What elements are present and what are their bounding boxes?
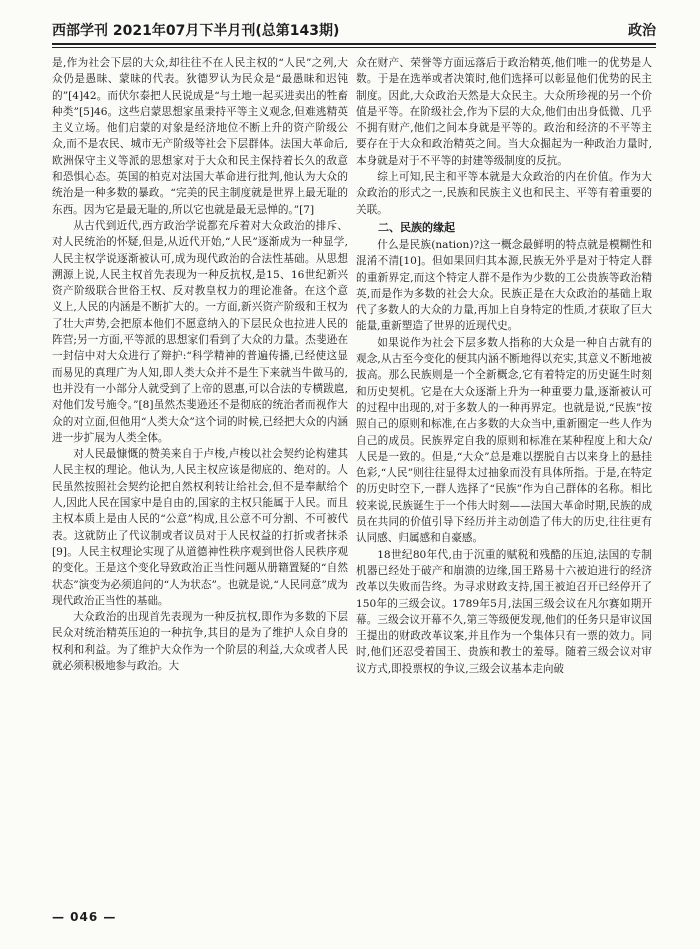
- paragraph: 是,作为社会下层的大众,却往往不在人民主权的“人民”之列,大众仍是愚昧、蒙昧的代表。狄德罗认为民众是“最愚昧和迟钝的”[4]42。而伏尔泰把人民说成是“与土地一起买进卖出的牲畜种类”[5]46。这些启蒙思想家虽秉持平等主义观念,但难逃精英主义立场。他们启蒙的对象是经济地位不断上升的资产阶级公众,而不是农民、城市无产阶级等社会下层群体。法国大革命后,欧洲保守主义等派的思想家对于大众和民主保持着长久的敌意和恐惧心态。英国的柏克对法国大革命进行批判,他认为大众的统治是一种多数的暴政。“完美的民主制度就是世界上最无耻的东西。因为它是最无耻的,所以它也就是最无忌惮的。”[7]: [52, 57, 348, 216]
- paragraph: 从古代到近代,西方政治学说都充斥着对大众政治的排斥、对人民统治的怀疑,但是,从近代开始,“人民”逐渐成为一种显学,人民主权学说逐渐被认可,成为现代政治的合法性基础。从思想溯源上说,人民主权首先表现为一种反抗权,是15、16世纪新兴资产阶级联合世俗王权、反对教皇权力的理论准备。在这个意义上,人民的内涵是不断扩大的。一方面,新兴资产阶级和王权为了壮大声势,会把原本他们不愿意纳入的下层民众也拉进人民的阵营;另一方面,平等派的思想家们看到了大众的力量。杰斐逊在一封信中对大众进行了辩护:“科学精神的普遍传播,已经使这显而易见的真理广为人知,即人类大众并不是生下来就当牛做马的,也并没有一小部分人就受到了上帝的恩惠,可以合法的专横跋扈,对他们发号施令。”[8]虽然杰斐逊还不是彻底的统治者而视作大众的对立面,但他用“人类大众”这个词的时候,已经把大众的内涵进一步扩展为人类全体。: [52, 219, 348, 444]
- section-label: 政治: [628, 23, 656, 39]
- header-rule-thick: [52, 43, 656, 45]
- page-number: — 046 —: [52, 910, 117, 924]
- paragraph: 综上可知,民主和平等本就是大众政治的内在价值。作为大众政治的形式之一,民族和民族主义也和民主、平等有着重要的关联。: [356, 171, 652, 216]
- paragraph: 18世纪80年代,由于沉重的赋税和残酷的压迫,法国的专制机器已经处于破产和崩溃的边缘,国王路易十六被迫进行的经济改革以失败而告终。为寻求财政支持,国王被迫召开已经停开了150年的三级会议。1789年5月,法国三级会议在凡尔赛如期开幕。三级会议开幕不久,第三等级便发现,他们的任务只是审议国王提出的财政改革议案,并且作为一个集体只有一票的效力。同时,他们还忍受着国王、贵族和教士的羞辱。随着三级会议对审议方式,即投票权的争议,三级会议基本走向破: [356, 548, 652, 675]
- right-text-column: [356, 55, 652, 891]
- paragraph: 如果说作为社会下层多数人指称的大众是一种自古就有的观念,从古至今变化的便其内涵不断地得以充实,其意义不断地被拔高。那么民族则是一个全新概念,它有着特定的历史诞生时刻和历史契机。它是在大众逐渐上升为一种重要力量,逐渐被认可的过程中出现的,对于多数人的一种再界定。也就是说,“民族”按照自己的原则和标准,在占多数的大众当中,重新圈定一些人作为自己的成员。民族界定自我的原则和标准在某种程度上和大众/人民是一致的。但是,“大众”总是难以摆脱自古以来身上的悬挂色彩,“人民”则往往显得太过抽象而没有具体所指。于是,在特定的历史时空下,一群人选择了“民族”作为自己群体的名称。相比较来说,民族诞生于一个伟大时刻——法国大革命时期,民族的成员在共同的价值引导下经历并主动创造了伟大的历史,往往更有认同感、归属感和自豪感。: [356, 336, 652, 545]
- page-header: [52, 22, 656, 42]
- section-heading: 二、民族的缘起: [378, 220, 455, 234]
- paragraph: 对人民最慷慨的赞美来自于卢梭,卢梭以社会契约论构建其人民主权的理论。他认为,人民主权应该是彻底的、绝对的。人民虽然按照社会契约论把自然权利转让给社会,但不是奉献给个人,因此人民在国家中是自由的,国家的主权只能属于人民。而且主权本质上是由人民的“公意”构成,且公意不可分割、不可被代表。这就防止了代议制或者议员对于人民权益的打折或者抹杀[9]。人民主权理论实现了从道德神性秩序观到世俗人民秩序观的变化。王是这个变化导致政治正当性问题从册籍置疑的“自然状态”演变为必须追问的“人为状态”。也就是说,“人民同意”成为现代政治正当性的基础。: [52, 448, 348, 607]
- paragraph: 众在财产、荣誉等方面远落后于政治精英,他们唯一的优势是人数。于是在选举或者决策时,他们选择可以彰显他们优势的民主制度。因此,大众政治天然是大众民主。大众所珍视的另一个价值是平等。在阶级社会,作为下层的大众,他们由出身低微、几乎不拥有财产,他们之间本身就是平等的。政治和经济的不平等主要存在于大众和政治精英之间。当大众掘起为一种政治力量时,本身就是对于不平等的封建等级制度的反抗。: [356, 57, 652, 167]
- paragraph: 大众政治的出现首先表现为一种反抗权,即作为多数的下层民众对统治精英压迫的一种抗争,其目的是为了维护人众自身的权利和利益。为了维护大众作为一个阶层的利益,大众或者人民就必须积极地参与政治。大: [52, 611, 348, 672]
- journal-masthead: 西部学刊 2021年07月下半月刊(总第143期): [52, 23, 340, 39]
- header-rule-thin: [52, 47, 656, 48]
- paragraph: 什么是民族(nation)?这一概念最鲜明的特点就是模糊性和混淆不清[10]。但如果回归其本源,民族无外乎是对于特定人群的重新界定,而这个特定人群不是作为少数的工公贵族等政治精英,而是作为多数的社会大众。民族正是在大众政治的基础上取代了多数人的大众的力量,再加上自身特定的性质,才获取了巨大能量,重新塑造了世界的近现代史。: [356, 238, 652, 333]
- left-text-column: [52, 55, 348, 891]
